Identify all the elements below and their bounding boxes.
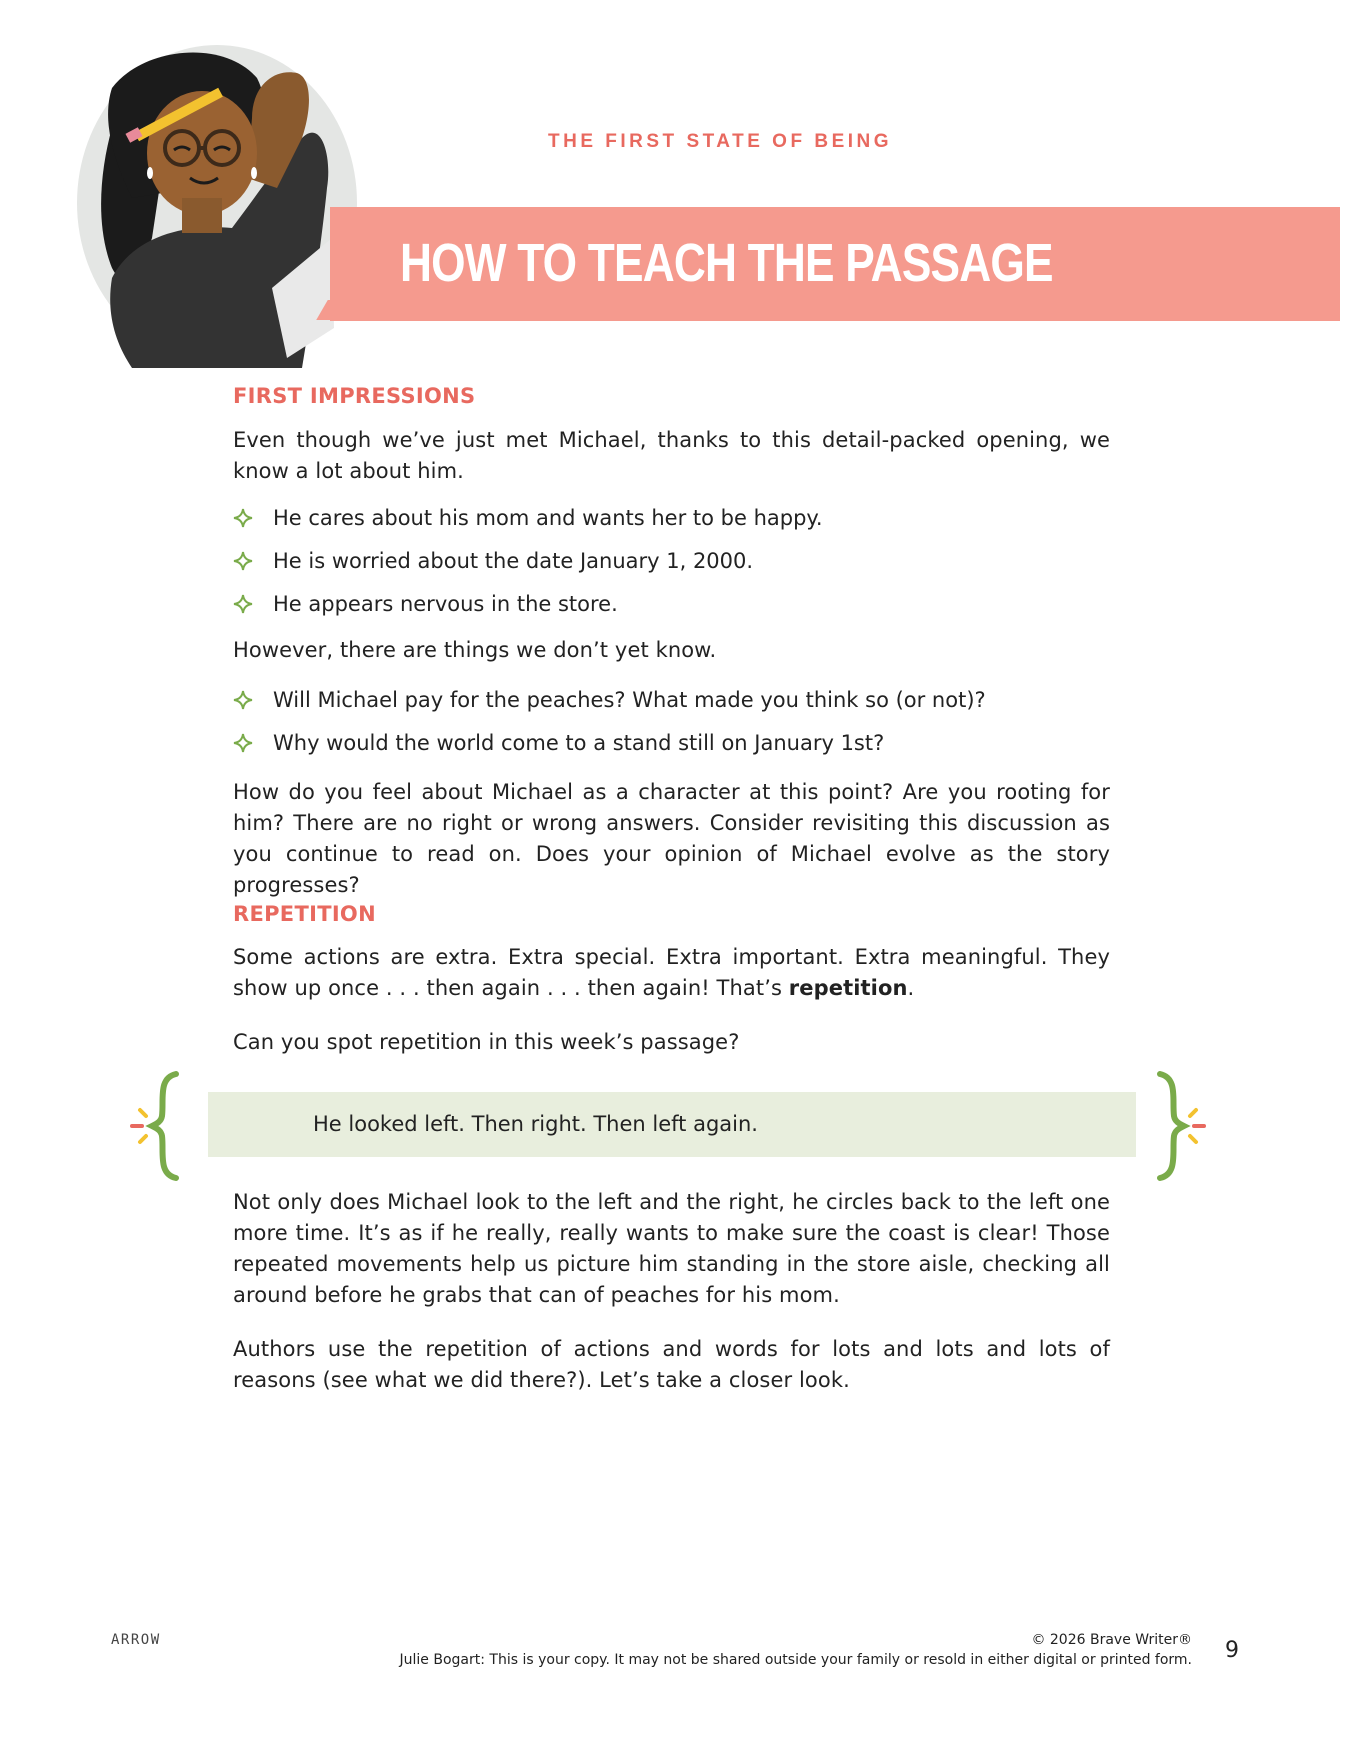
page-number: 9: [1225, 1638, 1239, 1663]
copyright: © 2026 Brave Writer®: [1031, 1632, 1192, 1648]
repetition-intro-end: .: [907, 976, 915, 1000]
page-title: HOW TO TEACH THE PASSAGE: [400, 233, 1053, 293]
known-item: He appears nervous in the store.: [273, 592, 618, 616]
diamond-star-icon: [233, 594, 253, 614]
first-impressions-transition: However, there are things we don’t yet know.: [233, 638, 717, 662]
repetition-question: Can you spot repetition in this week’s passage?: [233, 1030, 740, 1054]
curly-brace-icon: [128, 1070, 188, 1182]
first-impressions-closing: How do you feel about Michael as a character at this point? Are you rooting for him? There are no right or wrong answers. Consider revisiting this discussion as you continue to read on. Does your opinion of Michael evolve as the story progresses?: [233, 780, 1110, 897]
repetition-intro: [233, 942, 1110, 1004]
diamond-star-icon: [233, 551, 253, 571]
diamond-star-icon: [233, 733, 253, 753]
diamond-star-icon: [233, 508, 253, 528]
first-impressions-intro: Even though we’ve just met Michael, thanks to this detail-packed opening, we know a lot about him.: [233, 428, 1110, 483]
heading-first-impressions: FIRST IMPRESSIONS: [233, 384, 476, 408]
unknown-item: Will Michael pay for the peaches? What made you think so (or not)?: [273, 688, 986, 712]
repetition-para-1: Not only does Michael look to the left and the right, he circles back to the left one more time. It’s as if he really, really wants to make sure the coast is clear! Those repeated movements help us picture him standing in the store aisle, checking all around before he grabs that can of peaches for his mom.: [233, 1190, 1110, 1307]
curly-brace-icon: [1148, 1070, 1208, 1182]
repetition-intro-text: Some actions are extra. Extra special. Extra important. Extra meaningful. They show up once . . . then again . . . then again! That’s: [233, 945, 1110, 1000]
heading-repetition: REPETITION: [233, 902, 376, 926]
section-kicker: THE FIRST STATE OF BEING: [548, 131, 893, 152]
license-notice: Julie Bogart: This is your copy. It may not be shared outside your family or resold in either digital or printed form.: [399, 1652, 1192, 1668]
known-item: He cares about his mom and wants her to be happy.: [273, 506, 823, 530]
known-item: He is worried about the date January 1, 2000.: [273, 549, 754, 573]
diamond-star-icon: [233, 690, 253, 710]
publisher-logo: ARROW: [111, 1632, 161, 1648]
repetition-term: repetition: [788, 976, 908, 1000]
unknown-item: Why would the world come to a stand still on January 1st?: [273, 731, 885, 755]
passage-quote: He looked left. Then right. Then left again.: [313, 1112, 758, 1136]
repetition-para-2: Authors use the repetition of actions and words for lots and lots and lots of reasons (see what we did there?). Let’s take a closer look.: [233, 1337, 1110, 1392]
